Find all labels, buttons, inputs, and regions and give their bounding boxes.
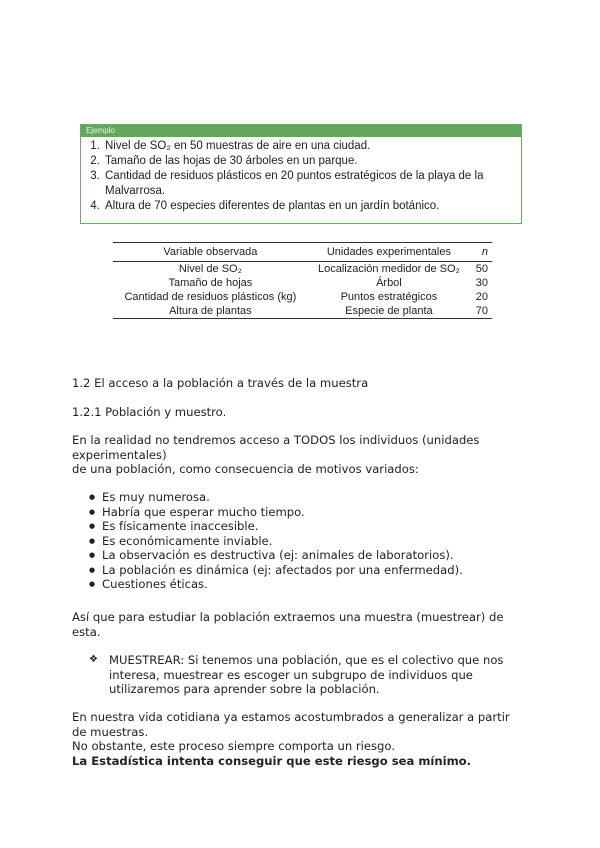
table-cell: Nivel de SO₂: [178, 263, 242, 275]
table-cell: Puntos estratégicos: [340, 291, 438, 303]
list-item: ● Cuestiones éticas.: [102, 577, 522, 592]
variables-table: [113, 242, 492, 319]
table-row: [113, 262, 492, 277]
list-item: 2. Tamaño de las hojas de 30 árboles en un parque.: [103, 154, 521, 169]
reasons-list: [82, 490, 522, 592]
text-line: No obstante, este proceso siempre comporta un riesgo.: [72, 739, 395, 753]
example-box: [80, 124, 522, 224]
list-item: 3. Cantidad de residuos plásticos en 20 puntos estratégicos de la playa de la Malvarrosa.: [103, 169, 521, 199]
table-cell: Localización medidor de SO₂: [317, 263, 460, 275]
subsection-heading: 1.2.1 Población y muestro.: [72, 405, 227, 419]
conclusion-text: La Estadística intenta conseguir que este riesgo sea mínimo.: [72, 753, 472, 768]
definition: [89, 653, 509, 697]
list-item: ● Es físicamente inaccesible.: [102, 519, 522, 534]
definition-text: MUESTREAR: Si tenemos una población, que es el colectivo que nos interesa, muestrear es escoger un subgrupo de individuos que utilizaremos para aprender sobre la población.: [109, 653, 504, 696]
list-item: 4. Altura de 70 especies diferentes de plantas en un jardín botánico.: [103, 199, 521, 214]
table-cell: Especie de planta: [345, 305, 433, 317]
table-cell: 20: [475, 291, 488, 303]
column-header: n: [470, 243, 492, 262]
paragraph: Así que para estudiar la población extraemos una muestra (muestrear) de esta.: [72, 610, 504, 639]
table-header-row: [113, 243, 492, 262]
column-header: Unidades experimentales: [308, 243, 470, 262]
table-row: [113, 276, 492, 290]
example-header: Ejemplo: [81, 125, 521, 137]
list-item: ● La población es dinámica (ej: afectados por una enfermedad).: [102, 563, 522, 578]
paragraph: [72, 710, 512, 768]
list-item: ● La observación es destructiva (ej: animales de laboratorios).: [102, 548, 522, 563]
diamond-bullet-icon: ❖: [89, 654, 98, 665]
table-cell: Árbol: [376, 277, 402, 289]
table-cell: Cantidad de residuos plásticos (kg): [124, 291, 297, 303]
table-cell: Tamaño de hojas: [168, 277, 253, 289]
section-heading: 1.2 El acceso a la población a través de la muestra: [72, 376, 369, 390]
table-cell: 30: [475, 277, 488, 289]
table-row: [113, 304, 492, 319]
text-line: En nuestra vida cotidiana ya estamos acostumbrados a generalizar a partir de muestras.: [72, 710, 510, 739]
table-cell: Altura de plantas: [169, 305, 252, 317]
list-item: ● Habría que esperar mucho tiempo.: [102, 505, 522, 520]
table-row: [113, 290, 492, 304]
list-item: 1. Nivel de SO₂ en 50 muestras de aire en una ciudad.: [103, 139, 521, 154]
list-item: ● Es económicamente inviable.: [102, 534, 522, 549]
example-list: [81, 139, 521, 214]
text-line: de una población, como consecuencia de motivos variados:: [72, 462, 419, 476]
text-line: En la realidad no tendremos acceso a TODOS los individuos (unidades experimentales): [72, 433, 480, 462]
table-cell: 50: [475, 263, 488, 275]
list-item: ● Es muy numerosa.: [102, 490, 522, 505]
column-header: Variable observada: [113, 243, 308, 262]
intro-paragraph: [72, 433, 512, 477]
table-cell: 70: [475, 305, 488, 317]
